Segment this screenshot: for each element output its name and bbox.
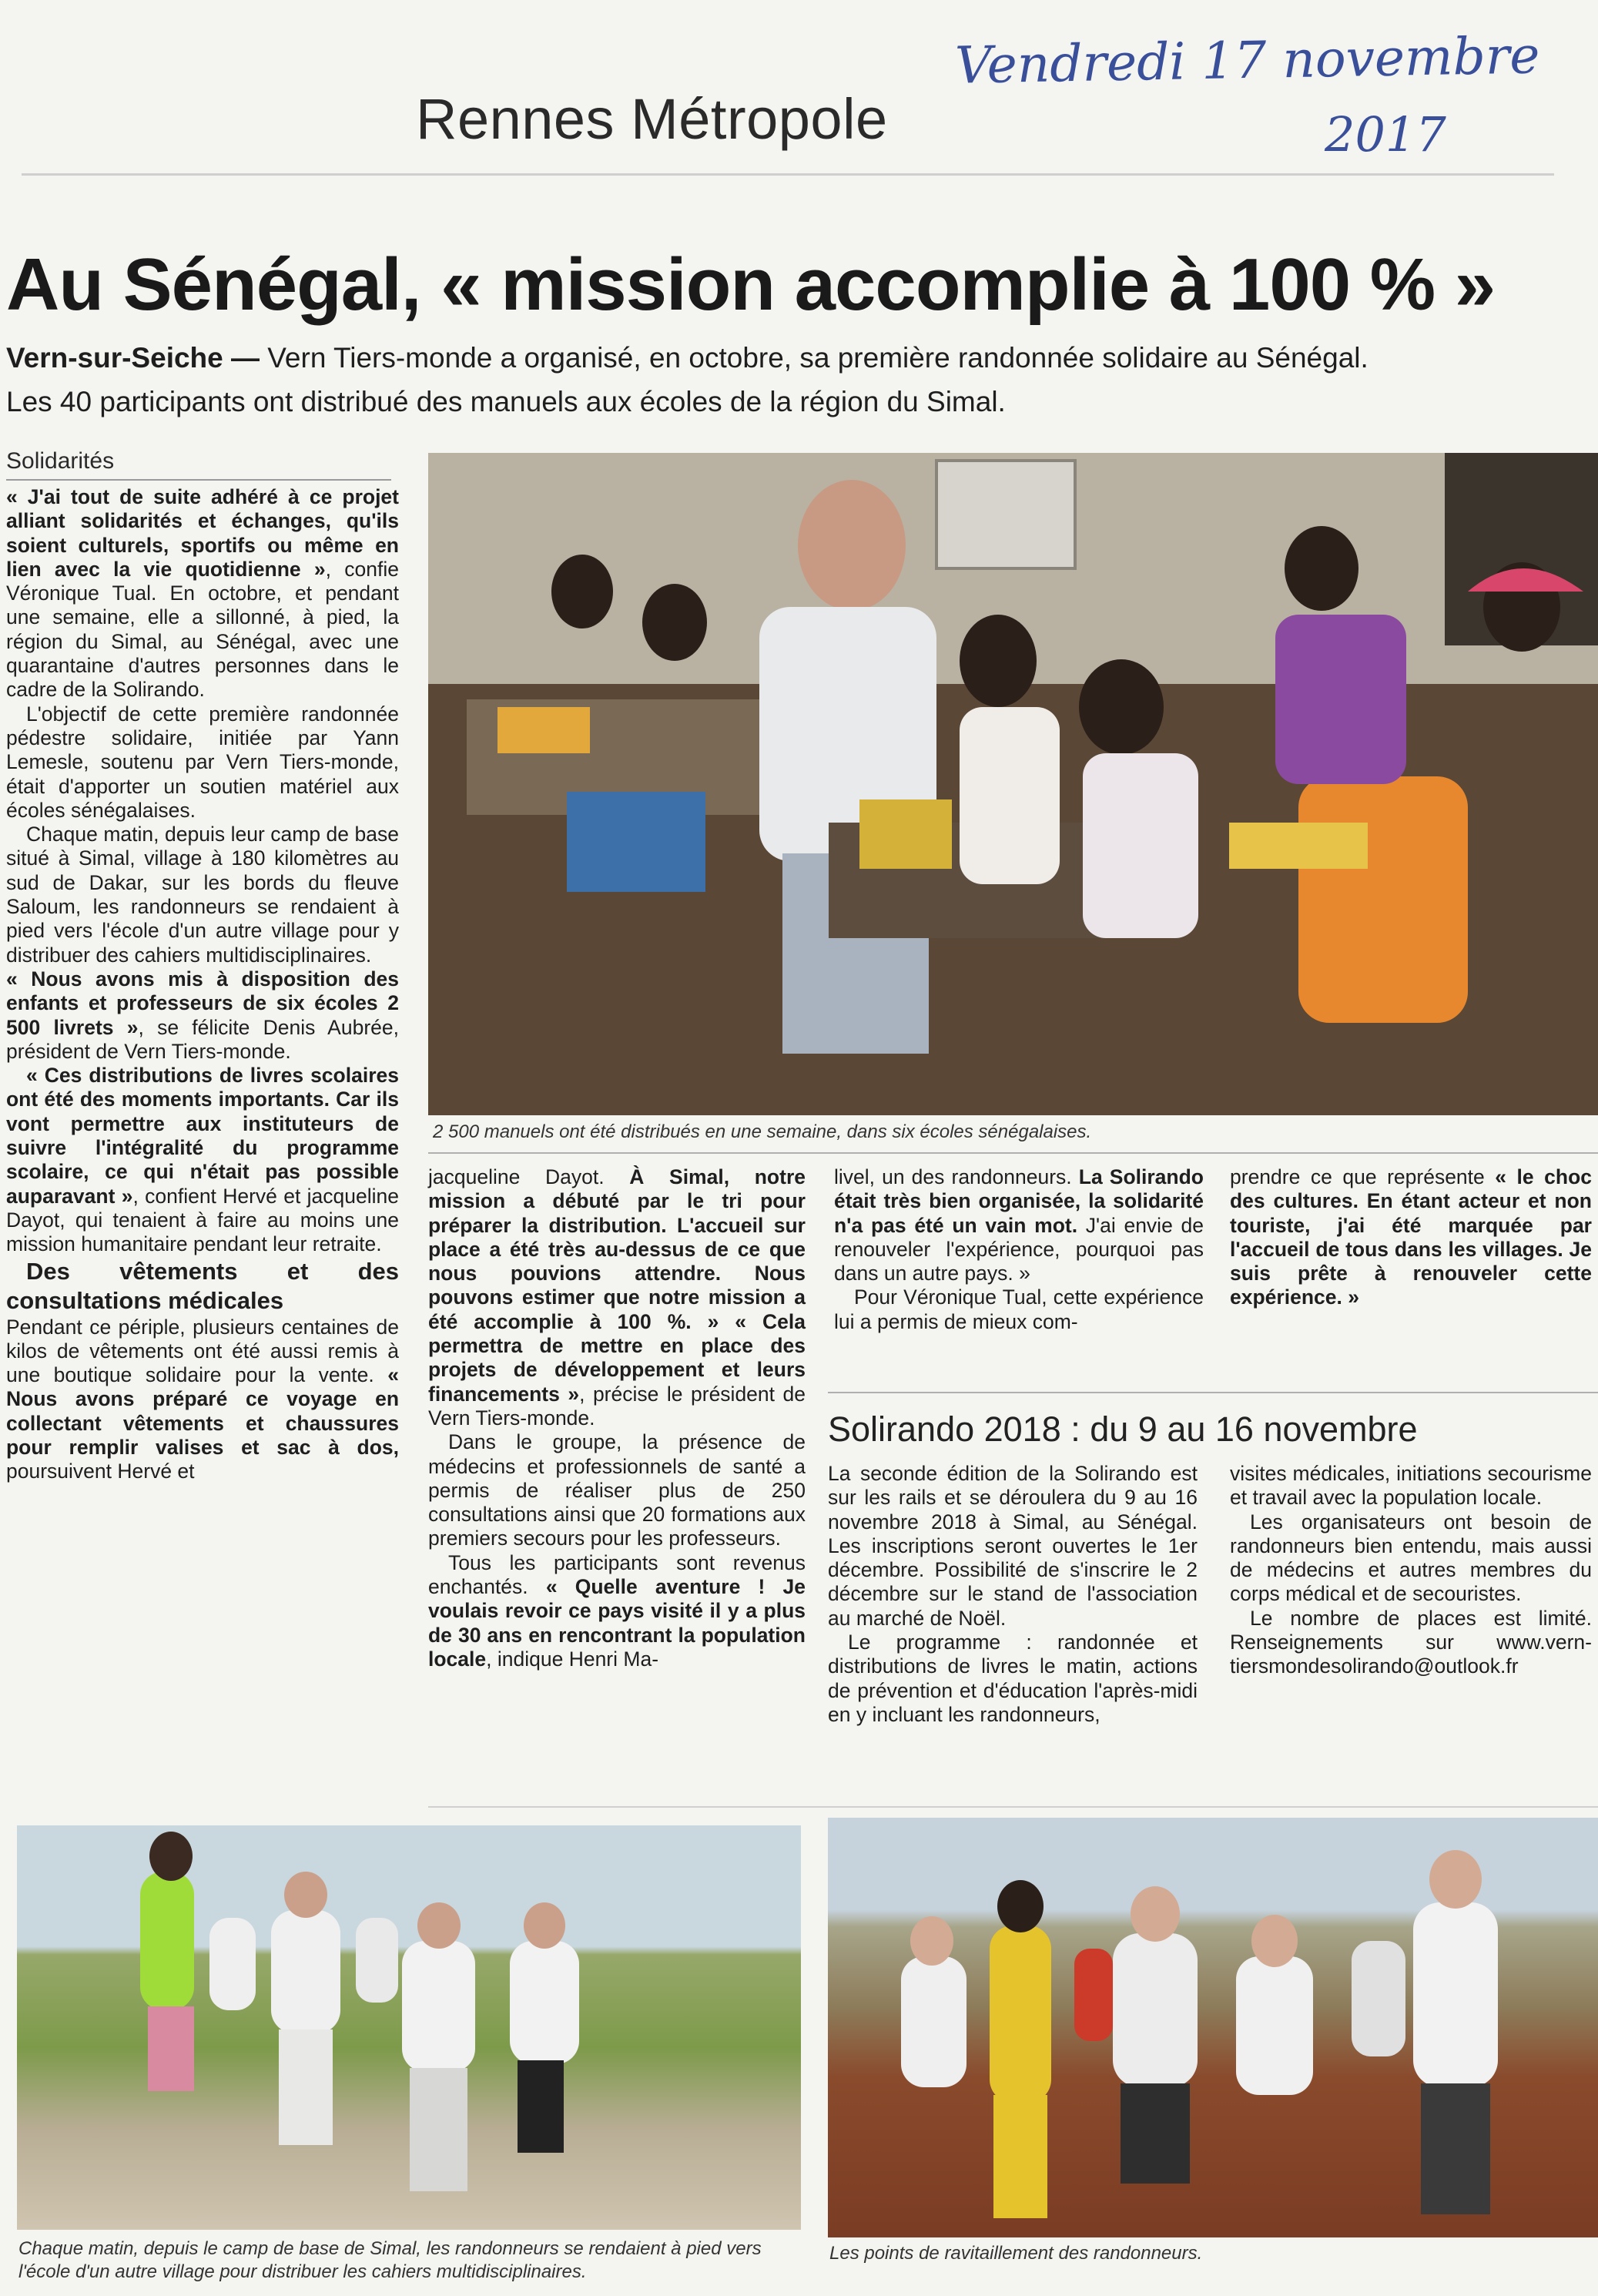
paragraph xyxy=(6,1064,399,1256)
main-photo-caption: 2 500 manuels ont été distribués en une semaine, dans six écoles sénégalaises. xyxy=(433,1121,1092,1142)
rubric-label: Solidarités xyxy=(6,448,115,474)
photos-rule xyxy=(428,1806,1598,1808)
paragraph: Chaque matin, depuis leur camp de base situé à Simal, village à 180 kilomètres au sud de Dakar, sur les bords du fleuve Saloum, les randonneurs se rendaient à pied vers l'école d'un autre village pour y distribuer des cahiers multidisciplinaires. xyxy=(6,823,399,967)
classroom-photo xyxy=(428,453,1598,1115)
text: , indique Henri Ma- xyxy=(486,1647,659,1671)
paragraph xyxy=(6,1316,399,1484)
hikers-photo xyxy=(17,1825,801,2230)
supply-point-photo-caption: Les points de ravitaillement des randonneurs. xyxy=(829,2243,1203,2264)
paragraph: visites médicales, initiations secourisme et travail avec la population locale. xyxy=(1230,1462,1592,1510)
paragraph xyxy=(428,1165,806,1430)
paragraph: Le programme : randonnée et distributions de livres le matin, actions de prévention et d'éducation l'après-midi en y incluant les randonneurs, xyxy=(828,1631,1198,1726)
quote: « le choc des cultures. En étant acteur et non touriste, j'ai été marquée par l'accueil de tous dans les villages. Je suis prête à renouveler cette expérience. » xyxy=(1230,1165,1592,1309)
paragraph: Le nombre de places est limité. Renseignements sur www.vern-tiersmondesolirando@outlook.fr xyxy=(1230,1606,1592,1678)
text: , confie Véronique Tual. En octobre, et pendant une semaine, elle a sillonné, à pied, la région du Simal, au Sénégal, avec une quarantaine d'autres personnes dans le cadre de la Solirando. xyxy=(6,557,399,702)
article-column-3 xyxy=(834,1165,1204,1334)
quote: La Solirando était très bien organisée, la solidarité n'a pas été un vain mot. xyxy=(834,1165,1204,1237)
box-rule xyxy=(828,1392,1598,1393)
quote: « Ces distributions de livres scolaires ont été des moments importants. Car ils vont permettre aux instituteurs de suivre l'intégralité du programme scolaire, ce qui n'était pas possible auparavant » xyxy=(6,1064,399,1208)
text: , précise le président de Vern Tiers-monde. xyxy=(428,1382,806,1430)
box-column-2 xyxy=(1230,1462,1592,1679)
header-rule xyxy=(22,173,1554,176)
paragraph xyxy=(834,1165,1204,1285)
subheading: Des vêtements et des consultations médicales xyxy=(6,1257,399,1314)
handwritten-date-line1: Vendredi 17 novembre xyxy=(954,25,1540,96)
paragraph xyxy=(6,967,399,1064)
article-column-4 xyxy=(1230,1165,1592,1310)
text: Tous les participants sont revenus enchantés. xyxy=(428,1550,806,1599)
text: livel, un des randonneurs. xyxy=(834,1165,1079,1188)
paragraph: La seconde édition de la Solirando est sur les rails et se déroulera du 9 au 16 novembre 2018 à Simal, au Sénégal. Les inscriptions seront ouvertes le 1er décembre. Possibilité de s'inscrire le 2 décembre sur le stand de l'association au marché de Noël. xyxy=(828,1462,1198,1630)
lead-place: Vern-sur-Seiche — xyxy=(6,342,260,374)
hikers-photo-caption: Chaque matin, depuis le camp de base de Simal, les randonneurs se rendaient à pied vers l'école d'un autre village pour distribuer les cahiers multidisciplinaires. xyxy=(18,2238,762,2282)
handwritten-date-line2: 2017 xyxy=(1325,106,1446,163)
text: poursuivent Hervé et xyxy=(6,1460,195,1483)
quote: « Nous avons préparé ce voyage en collectant vêtements et chaussures pour remplir valises et sac à dos, xyxy=(6,1363,399,1459)
quote: « Quelle aventure ! Je voulais revoir ce pays visité il y a plus de 30 ans en rencontrant la population locale xyxy=(428,1575,806,1671)
quote: « J'ai tout de suite adhéré à ce projet alliant solidarités et échanges, qu'ils soient culturels, sportifs ou même en lien avec la vie quotidienne » xyxy=(6,485,399,581)
lead-text: Vern Tiers-monde a organisé, en octobre, sa première randonnée solidaire au Sénégal. Les 40 participants ont distribué des manuels aux écoles de la région du Simal. xyxy=(6,342,1369,417)
caption-rule xyxy=(428,1152,1598,1154)
paragraph: L'objectif de cette première randonnée pédestre solidaire, initiée par Yann Lemesle, soutenu par Vern Tiers-monde, était d'apporter un soutien matériel aux écoles sénégalaises. xyxy=(6,702,399,822)
paragraph xyxy=(1230,1165,1592,1310)
quote: À Simal, notre mission a débuté par le tri pour préparer la distribution. L'accueil sur place a été très au-dessus de ce que nous pouvions attendre. Nous pouvons estimer que notre mission a été accomplie à 100 %. » « Cela permettra de mettre en place des projets de développement et leurs financements » xyxy=(428,1165,806,1406)
text: , confient Hervé et jacqueline Dayot, qui tenaient à faire au moins une mission humanitaire pendant leur retraite. xyxy=(6,1184,399,1256)
paragraph: Les organisateurs ont besoin de randonneurs bien entendu, mais aussi de médecins et autres membres du corps médical et de secouristes. xyxy=(1230,1510,1592,1606)
paragraph: Pour Véronique Tual, cette expérience lui a permis de mieux com- xyxy=(834,1285,1204,1333)
article-column-1 xyxy=(6,485,399,1484)
box-title: Solirando 2018 : du 9 au 16 novembre xyxy=(828,1409,1418,1449)
headline: Au Sénégal, « mission accomplie à 100 % » xyxy=(6,243,1496,326)
paragraph: Dans le groupe, la présence de médecins et professionnels de santé a permis de réaliser plus de 250 consultations ainsi que 20 formations aux premiers secours pour les professeurs. xyxy=(428,1430,806,1550)
supply-point-photo xyxy=(828,1818,1598,2237)
hikers-illustration xyxy=(17,1825,801,2230)
rubric-rule xyxy=(6,479,391,481)
paragraph xyxy=(6,485,399,702)
text: prendre ce que représente xyxy=(1230,1165,1496,1188)
box-column-1 xyxy=(828,1462,1198,1727)
text: J'ai envie de renouveler l'expérience, pourquoi pas dans un autre pays. » xyxy=(834,1213,1204,1285)
section-title: Rennes Métropole xyxy=(416,87,888,151)
text: jacqueline Dayot. xyxy=(428,1165,630,1188)
text: Pendant ce périple, plusieurs centaines de kilos de vêtements ont été aussi remis à une boutique solidaire pour la vente. xyxy=(6,1315,399,1387)
supply-point-illustration xyxy=(828,1818,1598,2237)
lead-paragraph xyxy=(6,336,1385,424)
classroom-illustration xyxy=(428,453,1598,1115)
text: , se félicite Denis Aubrée, président de Vern Tiers-monde. xyxy=(6,1015,399,1063)
quote: « Nous avons mis à disposition des enfants et professeurs de six écoles 2 500 livrets » xyxy=(6,967,399,1039)
article-column-2 xyxy=(428,1165,806,1671)
paragraph xyxy=(428,1551,806,1671)
